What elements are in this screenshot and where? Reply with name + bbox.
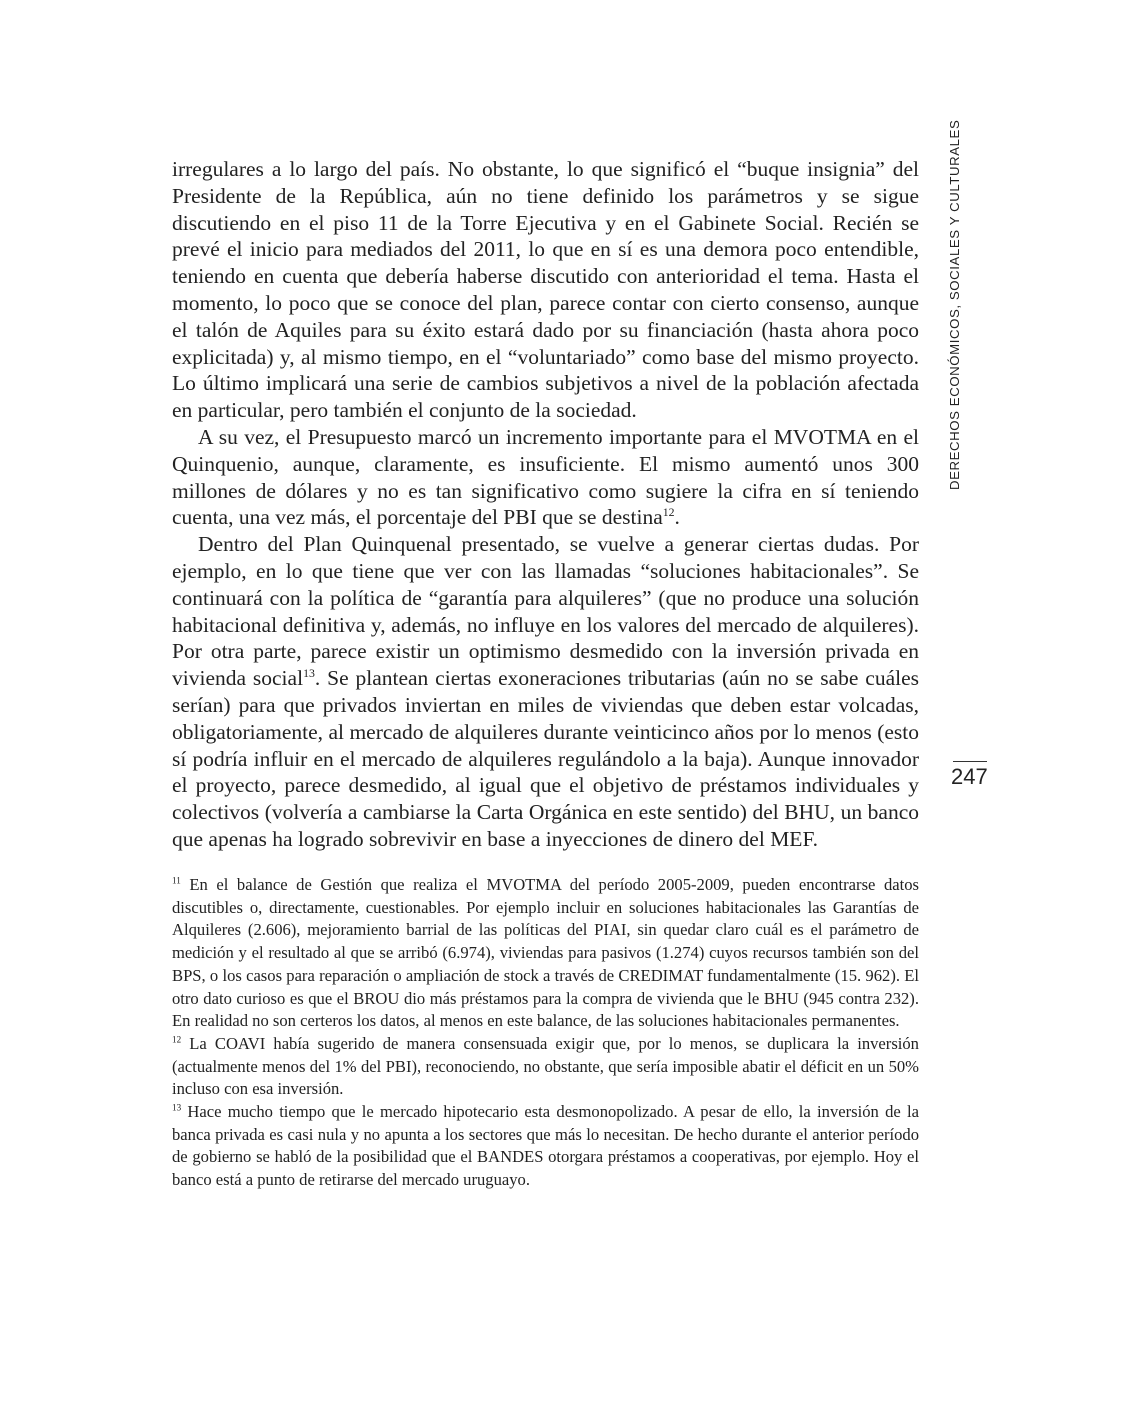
footnote-text: En el balance de Gestión que realiza el MVOTMA del período 2005-2009, pueden encontrarse datos discutibles o, directamente, cuestionables. Por ejemplo incluir en soluciones habitacionales las Garantías de Alquileres (2.606), mejoramiento barrial de las políticas del PIAI, sin quedar claro cuál es el parámetro de medición y el resultado al que se arribó (6.974), viviendas para pasivos (1.274) cuyos recursos también son del BPS, o los casos para reparación o ampliación de stock a través de CREDIMAT fundamentalmente (15. 962). El otro dato curioso es que el BROU dio más préstamos para la compra de vivienda que le BHU (945 contra 232). En realidad no son certeros los datos, al menos en este balance, de las soluciones habitacionales permanentes. — [172, 875, 919, 1031]
paragraph-3-text-b: . Se plantean ciertas exoneraciones tributarias (aún no se sabe cuáles serían) para que privados inviertan en miles de viviendas que deben estar volcadas, obligatoriamente, al mercado de alquileres durante veinticinco años por lo menos (esto sí podría influir en el mercado de alquileres regulándolo a la baja). Aunque innovador el proyecto, parece desmedido, al igual que el objetivo de préstamos individuales y colectivos (volvería a cambiarse la Carta Orgánica en este sentido) del BHU, un banco que apenas ha logrado sobrevivir en base a inyecciones de dinero del MEF. — [172, 666, 920, 851]
paragraph-1: irregulares a lo largo del país. No obstante, lo que significó el “buque insignia” del Presidente de la República, aún no tiene definido los parámetros y se sigue discutiendo en el piso 11 de la Torre Ejecutiva y en el Gabinete Social. Recién se prevé el inicio para mediados del 2011, lo que en sí es una demora poco entendible, teniendo en cuenta que debería haberse discutido con anterioridad el tema. Hasta el momento, lo poco que se conoce del plan, parece contar con cierto consenso, aunque el talón de Aquiles para su éxito estará dado por su financiación (hasta ahora poco explicitada) y, al mismo tiempo, en el “voluntariado” como base del mismo proyecto. Lo último implicará una serie de cambios subjetivos a nivel de la población afectada en particular, pero también el conjunto de la sociedad. — [172, 157, 919, 423]
paragraph-2 — [172, 424, 919, 531]
footnote-number: 13 — [172, 1102, 182, 1113]
footnote-ref-13: 13 — [303, 665, 315, 680]
page-number: 247 — [951, 764, 988, 789]
footnote-11 — [172, 874, 919, 1033]
main-text — [172, 156, 919, 853]
paragraph-3 — [172, 531, 919, 853]
footnotes — [172, 874, 919, 1192]
footnote-ref-12: 12 — [662, 505, 675, 520]
footnote-text: La COAVI había sugerido de manera consensuada exigir que, por lo menos, se duplicara la inversión (actualmente menos del 1% del PBI), reconociendo, no obstante, que sería imposible abatir el déficit en un 50% incluso con esa inversión. — [172, 1033, 919, 1099]
paragraph-2-text: A su vez, el Presupuesto marcó un incremento importante para el MVOTMA en el Quinquenio, aunque, claramente, es insuficiente. El mismo aumentó unos 300 millones de dólares y no es tan significativo como sugiere la cifra en sí teniendo cuenta, una vez más, el porcentaje del PBI que se destina — [172, 424, 919, 530]
footnote-text: Hace mucho tiempo que le mercado hipotecario esta desmonopolizado. A pesar de ello, la inversión de la banca privada es casi nula y no apunta a los sectores que más lo necesitan. De hecho durante el anterior período de gobierno se habló de la posibilidad que el BANDES otorgara préstamos a cooperativas, por ejemplo. Hoy el banco está a punto de retirarse del mercado uruguayo. — [172, 1102, 919, 1190]
page-number-rule — [953, 761, 987, 762]
footnote-13 — [172, 1101, 919, 1192]
running-header: DERECHOS ECONÓMICOS, SOCIALES Y CULTURALES — [947, 119, 962, 490]
paragraph-2-end: . — [674, 505, 680, 530]
footnote-12 — [172, 1033, 919, 1101]
paragraph-3-text-a: Dentro del Plan Quinquenal presentado, se vuelve a generar ciertas dudas. Por ejemplo, en lo que tiene que ver con las llamadas “soluciones habitacionales”. Se continuará con la política de “garantía para alquileres” (que no produce una solución habitacional definitiva y, además, no influye en los valores del mercado de alquileres). Por otra parte, parece existir un optimismo desmedido con la inversión privada en vivienda social — [172, 532, 919, 691]
footnote-number: 11 — [172, 875, 181, 886]
footnote-number: 12 — [172, 1034, 182, 1045]
